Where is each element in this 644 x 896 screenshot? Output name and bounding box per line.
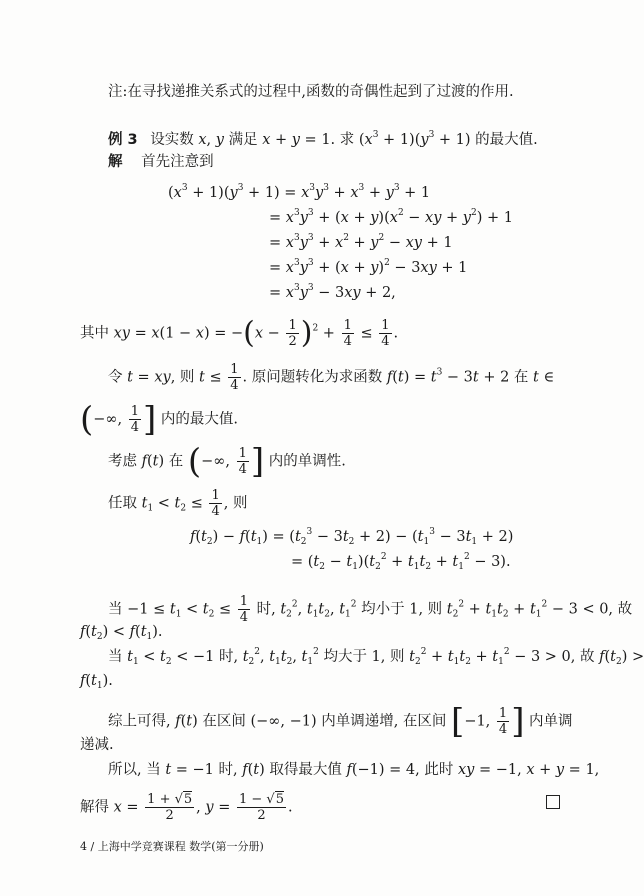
case2-line-2: $f(t_1)$. <box>80 673 113 691</box>
summary-line: 综上可得, f(t) 在区间 (−∞, −1) 内单调递增, 在区间 [−1, $\frac{1}{4}$ ] 内单调 <box>108 701 573 742</box>
example-heading: 例 3 设实数 x, y 满足 x + y = 1. 求 $(x^3 + 1)(y^3 + 1)$ 的最大值. <box>108 130 538 148</box>
equation-line-1: $(x^3 + 1)(y^3 + 1) = x^3y^3 + x^3 + y^3 + 1$ <box>168 183 431 201</box>
diff-line-1: $f(t_2) - f(t_1) = (t_2^3 - 3t_2 + 2) - (t_1^3 - 3t_1 + 2)$ <box>190 527 514 547</box>
footer-text: 4 / 上海中学竞赛课程 数学(第一分册) <box>80 840 264 853</box>
solution-label: 解 <box>108 154 123 170</box>
final-line-2: 解得 x = $\frac{1 + √5}{2}$ , y = $\frac{1 - √5}{2}$ . <box>80 792 293 823</box>
take-line: 任取 $t_1 < t_2$ ≤ $\frac{1}{4}$ , 则 <box>108 488 248 519</box>
consider-line: 考虑 f(t) 在 (−∞, $\frac{1}{4}$ ] 内的单调性. <box>108 441 346 482</box>
solution-intro-text: 首先注意到 <box>141 154 214 170</box>
note-text: 注:在寻找递推关系式的过程中,函数的奇偶性起到了过渡的作用. <box>108 84 514 100</box>
case1-line-2: $f(t_2) < f(t_1)$. <box>80 624 163 642</box>
case2-line: 当 $t_1 < t_2 < -1$ 时, $t_2^2$, $t_1t_2$, $t_1^2$ 均大于 1, 则 $t_2^2 + t_1t_2 + t_1^2 - 3 > 0$, 故 $f(t_2)$ > <box>108 647 644 667</box>
xy-bound-line: 其中 xy = x(1 − x) = −(x − $\frac{1}{2}$ )$^2$ + $\frac{1}{4}$ ≤ $\frac{1}{4}$ . <box>80 315 399 351</box>
summary-text-2: 递减. <box>80 737 114 753</box>
diff-line-2: = $(t_2 - t_1)(t_2^2 + t_1t_2 + t_1^2 - 3)$. <box>291 552 511 572</box>
page-footer <box>80 838 264 854</box>
equation-line-3: = $x^3y^3 + x^2 + y^2$ − xy + 1 <box>269 233 453 251</box>
equation-line-4: = $x^3y^3 + (x + y)^2 - 3xy + 1$ <box>269 258 468 276</box>
equation-line-2: = $x^3y^3 + (x + y)(x^2$ − xy + $y^2) + 1$ <box>269 208 513 226</box>
summary-line-2 <box>80 735 114 755</box>
equation-line-5: = $x^3y^3 - 3xy + 2$, <box>269 283 396 301</box>
let-t-line-2: (−∞, $\frac{1}{4}$ ] 内的最大值. <box>80 399 238 440</box>
final-line: 所以, 当 t = −1 时, f(t) 取得最大值 f(−1) = 4, 此时 xy = −1, x + y = 1, <box>108 762 600 778</box>
case1-line: 当 $-1 \le t_1 < t_2$ ≤ $\frac{1}{4}$ 时, $t_2^2$, $t_1t_2$, $t_1^2$ 均小于 1, 则 $t_2^2 + t_1t_2 + t_1^2 - 3 < 0$, 故 <box>108 594 633 625</box>
solution-intro <box>108 152 214 172</box>
let-t-line: 令 t = xy, 则 t ≤ $\frac{1}{4}$ . 原问题转化为求函数 $f(t) = t^3 - 3t + 2$ 在 t ∈ <box>108 362 555 393</box>
qed-box-icon <box>546 795 560 809</box>
note-line <box>108 82 514 102</box>
example-label: 例 3 <box>108 132 138 148</box>
